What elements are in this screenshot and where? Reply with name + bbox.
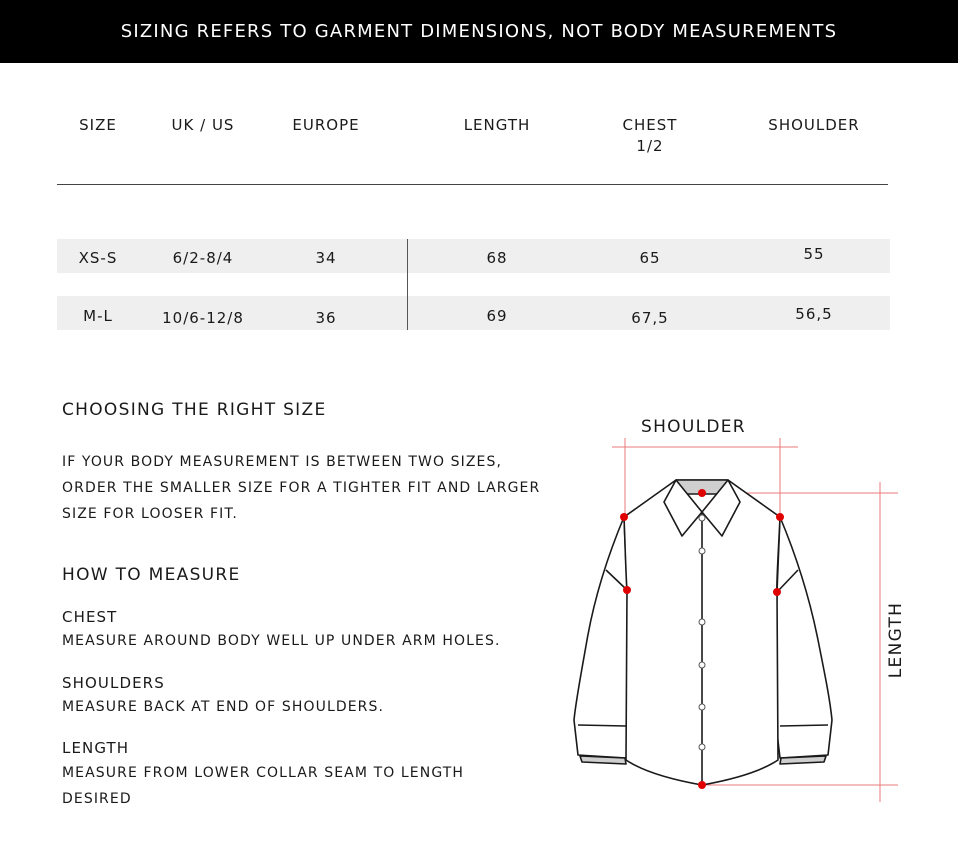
col-header-ukus: UK / US bbox=[171, 116, 235, 134]
length-text: MEASURE FROM LOWER COLLAR SEAM TO LENGTH DESIRED bbox=[62, 765, 465, 807]
how-to-measure-heading: HOW TO MEASURE bbox=[62, 565, 241, 585]
shoulders-text: MEASURE BACK AT END OF SHOULDERS. bbox=[62, 699, 385, 715]
cell-chest: 67,5 bbox=[631, 309, 669, 327]
col-header-length: LENGTH bbox=[463, 116, 531, 134]
cell-chest: 65 bbox=[639, 249, 661, 267]
cell-length: 69 bbox=[486, 307, 508, 325]
col-header-size: SIZE bbox=[79, 116, 117, 134]
cell-ukus: 10/6-12/8 bbox=[162, 309, 244, 327]
banner-text: SIZING REFERS TO GARMENT DIMENSIONS, NOT BODY MEASUREMENTS bbox=[120, 21, 838, 42]
col-header-shoulder: SHOULDER bbox=[768, 116, 860, 134]
choosing-size-heading: CHOOSING THE RIGHT SIZE bbox=[62, 400, 327, 420]
cell-shoulder: 55 bbox=[803, 245, 825, 263]
cell-europe: 34 bbox=[315, 249, 337, 267]
chest-text: MEASURE AROUND BODY WELL UP UNDER ARM HOLES. bbox=[62, 633, 501, 649]
cell-ukus: 6/2-8/4 bbox=[172, 249, 234, 267]
col-header-chest-text: CHEST 1/2 bbox=[622, 116, 678, 155]
cell-length: 68 bbox=[486, 249, 508, 267]
cell-size: XS-S bbox=[78, 249, 118, 267]
length-label: LENGTH bbox=[62, 739, 130, 757]
cell-shoulder: 56,5 bbox=[795, 305, 833, 323]
col-header-europe: EUROPE bbox=[292, 116, 360, 134]
diagram-shoulder-label: SHOULDER bbox=[641, 417, 746, 437]
cell-europe: 36 bbox=[315, 309, 337, 327]
diagram-length-label: LENGTH bbox=[886, 601, 907, 679]
shirt-outline bbox=[574, 480, 832, 785]
shoulders-label: SHOULDERS bbox=[62, 674, 165, 692]
chest-label: CHEST bbox=[62, 608, 118, 626]
choosing-size-text: IF YOUR BODY MEASUREMENT IS BETWEEN TWO SIZES, ORDER THE SMALLER SIZE FOR A TIGHTER FIT AND LARGER SIZE FOR LOOSER FIT. bbox=[62, 454, 541, 522]
cell-size: M-L bbox=[83, 307, 113, 325]
